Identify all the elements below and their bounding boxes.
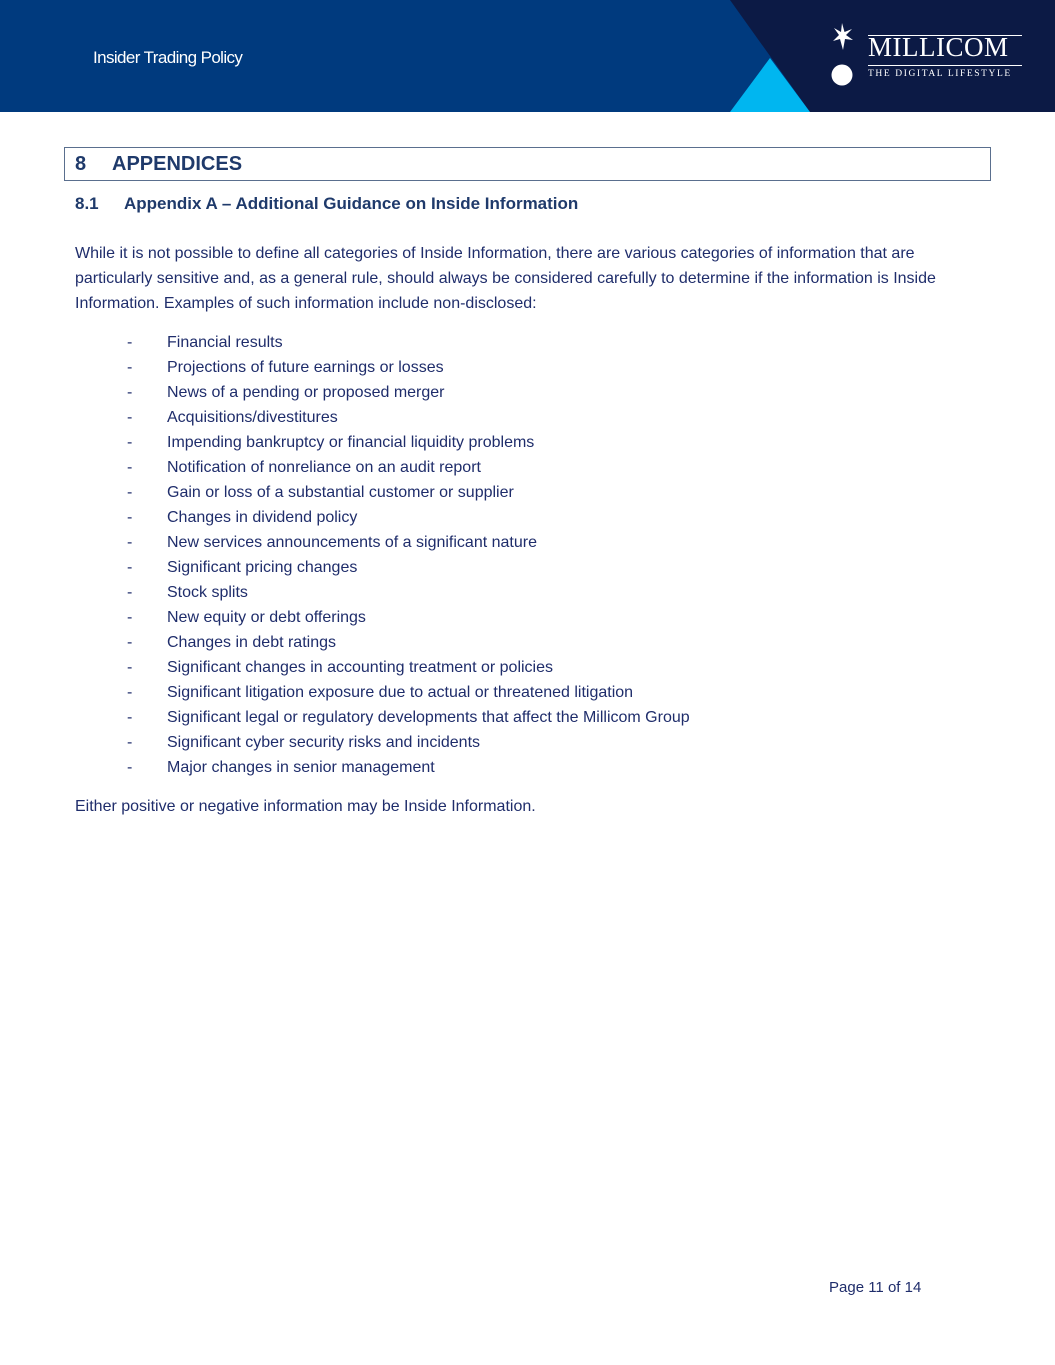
list-item-text: Impending bankruptcy or financial liquidity problems (167, 434, 535, 451)
bullet-dash: - (127, 484, 133, 501)
bullet-dash: - (127, 359, 133, 376)
list-item (0, 505, 1055, 530)
page-number: Page 11 of 14 (829, 1279, 922, 1296)
list-item-text: Financial results (167, 334, 283, 351)
list-item (0, 630, 1055, 655)
document-title: Insider Trading Policy (93, 48, 243, 67)
list-item (0, 705, 1055, 730)
bullet-dash: - (127, 459, 133, 476)
bullet-dash: - (127, 409, 133, 426)
star-and-circle-icon (826, 22, 860, 88)
closing-paragraph: Either positive or negative information may be Inside Information. (75, 798, 536, 815)
header-banner (0, 0, 1055, 112)
list-item-text: Gain or loss of a substantial customer or supplier (167, 484, 514, 501)
list-item (0, 680, 1055, 705)
list-item (0, 655, 1055, 680)
list-item-text: Significant cyber security risks and incidents (167, 734, 481, 751)
list-item-text: Projections of future earnings or losses (167, 359, 444, 376)
list-item (0, 730, 1055, 755)
bullet-dash: - (127, 384, 133, 401)
list-item (0, 455, 1055, 480)
bullet-dash: - (127, 684, 133, 701)
bullet-dash: - (127, 634, 133, 651)
list-item-text: Changes in dividend policy (167, 509, 358, 526)
list-item (0, 755, 1055, 780)
list-item-text: News of a pending or proposed merger (167, 384, 445, 401)
examples-list (0, 330, 1055, 780)
list-item-text: Stock splits (167, 584, 248, 601)
list-item (0, 330, 1055, 355)
list-item (0, 530, 1055, 555)
list-item (0, 580, 1055, 605)
list-item (0, 355, 1055, 380)
list-item (0, 605, 1055, 630)
millicom-logo (826, 22, 1026, 88)
subsection-number: 8.1 (75, 194, 99, 213)
list-item-text: Notification of nonreliance on an audit report (167, 459, 481, 476)
subsection-title: Appendix A – Additional Guidance on Inside Information (124, 194, 579, 213)
section-title: APPENDICES (112, 153, 243, 175)
bullet-dash: - (127, 534, 133, 551)
list-item-text: Major changes in senior management (167, 759, 435, 776)
list-item (0, 380, 1055, 405)
bullet-dash: - (127, 559, 133, 576)
list-item-text: Significant legal or regulatory developments that affect the Millicom Group (167, 709, 690, 726)
list-item-text: Acquisitions/divestitures (167, 409, 338, 426)
intro-paragraph: While it is not possible to define all categories of Inside Information, there are various categories of information that are particularly sensitive and, as a general rule, should always be considered carefully to determine if the information is Inside Information. Examples of such information include non-disclosed: (75, 245, 936, 312)
bullet-dash: - (127, 759, 133, 776)
list-item (0, 430, 1055, 455)
list-item (0, 405, 1055, 430)
list-item-text: Significant litigation exposure due to actual or threatened litigation (167, 684, 634, 701)
list-item-text: Significant changes in accounting treatment or policies (167, 659, 553, 676)
bullet-dash: - (127, 709, 133, 726)
bullet-dash: - (127, 509, 133, 526)
list-item-text: Significant pricing changes (167, 559, 358, 576)
logo-wordmark: MILLICOM (868, 32, 1009, 62)
bullet-dash: - (127, 584, 133, 601)
list-item-text: New equity or debt offerings (167, 609, 366, 626)
list-item (0, 555, 1055, 580)
bullet-dash: - (127, 734, 133, 751)
section-heading (64, 147, 991, 181)
bullet-dash: - (127, 659, 133, 676)
list-item-text: Changes in debt ratings (167, 634, 336, 651)
list-item-text: New services announcements of a significant nature (167, 534, 537, 551)
bullet-dash: - (127, 434, 133, 451)
bullet-dash: - (127, 334, 133, 351)
logo-bottom-rule (868, 65, 1022, 66)
bullet-dash: - (127, 609, 133, 626)
list-item (0, 480, 1055, 505)
section-number: 8 (75, 153, 87, 175)
logo-tagline: THE DIGITAL LIFESTYLE (868, 69, 1012, 79)
